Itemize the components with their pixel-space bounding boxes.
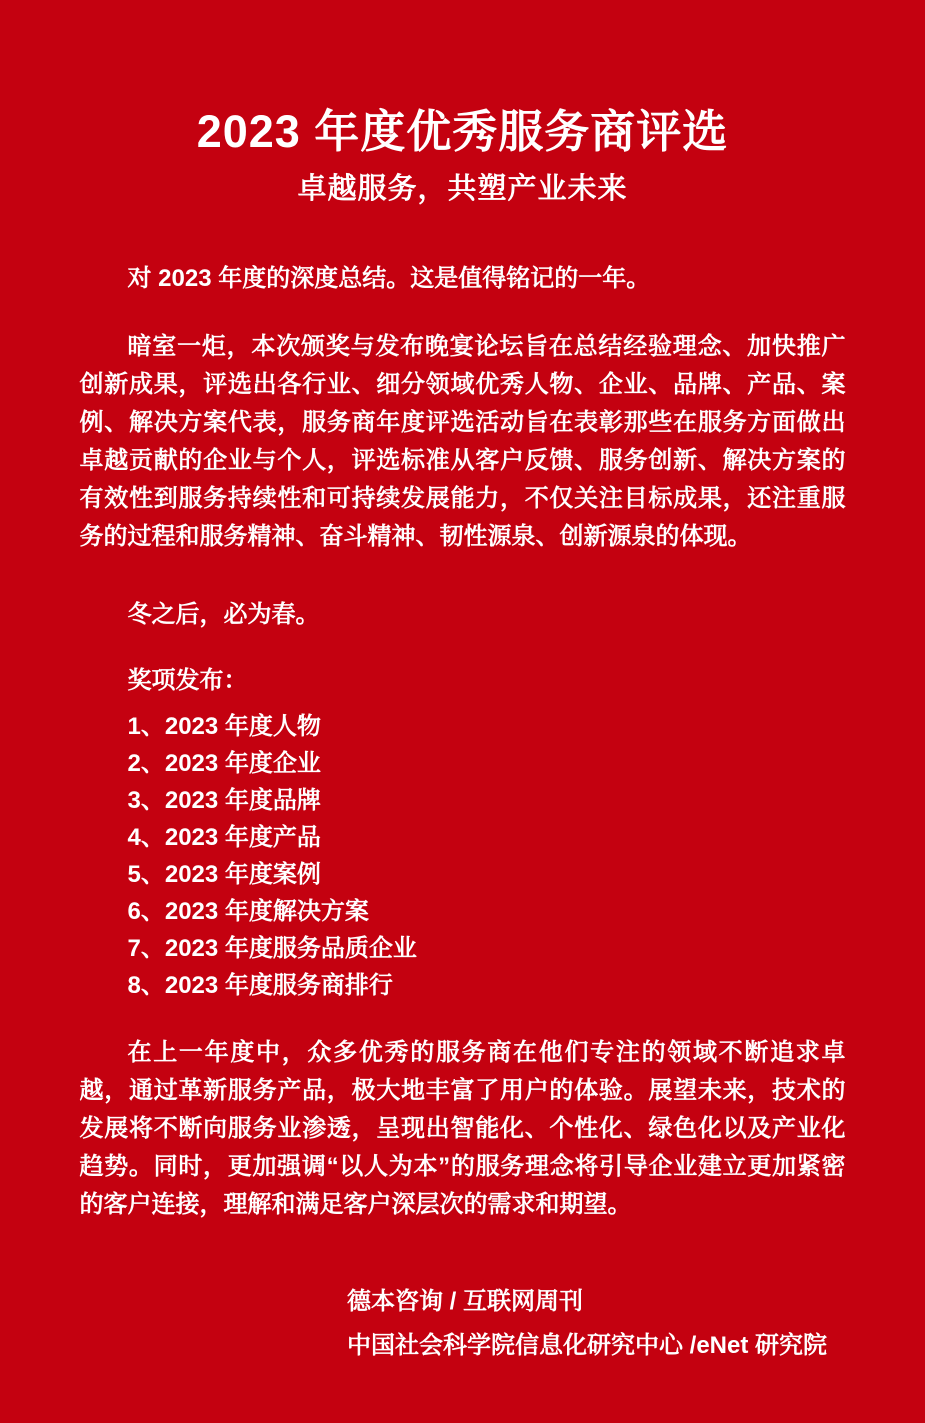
award-item-enterprise: 2、2023 年度企业 — [127, 750, 321, 777]
intro-paragraph: 对 2023 年度的深度总结。这是值得铭记的一年。 — [127, 265, 651, 292]
outlook-paragraph: 在上一年度中，众多优秀的服务商在他们专注的领域不断追求卓越，通过革新服务产品，极大地丰富了用户的体验。展望未来，技术的发展将不断向服务业渗透，呈现出智能化、个性化、绿色化以及产业化趋势。同时，更加强调“以人为本”的服务理念将引导企业建立更加紧密的客户连接，理解和满足客户深层次的需求和期望。 — [79, 1039, 846, 1218]
page-title: 2023 年度优秀服务商评选 — [196, 106, 729, 157]
award-item-person: 1、2023 年度人物 — [127, 713, 321, 740]
main-paragraph: 暗室一炬，本次颁奖与发布晚宴论坛旨在总结经验理念、加快推广创新成果，评选出各行业、细分领域优秀人物、企业、品牌、产品、案例、解决方案代表，服务商年度评选活动旨在表彰那些在服务方面做出卓越贡献的企业与个人，评选标准从客户反馈、服务创新、解决方案的有效性到服务持续性和可持续发展能力，不仅关注目标成果，还注重服务的过程和服务精神、奋斗精神、韧性源泉、创新源泉的体现。 — [79, 333, 846, 550]
poster-header — [0, 0, 925, 206]
award-item-brand: 3、2023 年度品牌 — [127, 787, 321, 814]
poster-footer — [0, 1280, 925, 1368]
page-subtitle: 卓越服务，共塑产业未来 — [297, 173, 628, 205]
footer-organizer-line2: 中国社会科学院信息化研究中心 /eNet 研究院 — [347, 1332, 828, 1359]
awards-heading: 奖项发布： — [127, 667, 248, 694]
poster-body — [80, 260, 846, 1224]
award-item-product: 4、2023 年度产品 — [127, 824, 321, 851]
award-item-case: 5、2023 年度案例 — [127, 861, 321, 888]
award-item-service-quality: 7、2023 年度服务品质企业 — [127, 935, 417, 962]
award-item-solution: 6、2023 年度解决方案 — [127, 898, 369, 925]
award-item-provider-ranking: 8、2023 年度服务商排行 — [127, 972, 393, 999]
awards-list — [80, 708, 846, 1004]
footer-organizer-line1: 德本咨询 / 互联网周刊 — [347, 1288, 584, 1315]
winter-paragraph: 冬之后，必为春。 — [127, 601, 320, 628]
